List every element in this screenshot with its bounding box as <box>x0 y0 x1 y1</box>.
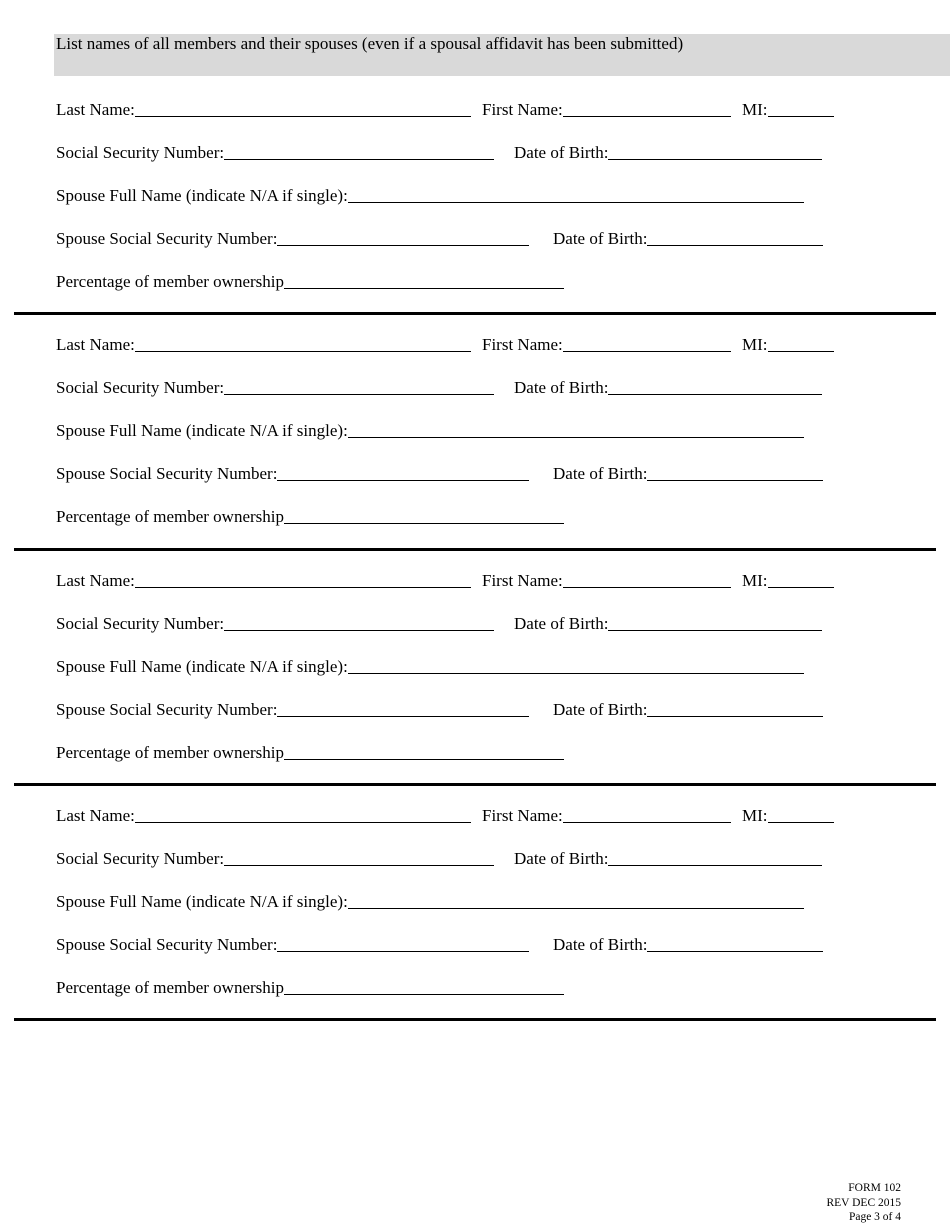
form-revision: REV DEC 2015 <box>826 1196 901 1209</box>
spouse-name-field[interactable] <box>56 891 804 913</box>
page-number: Page 3 of 4 <box>848 1211 901 1223</box>
last-name-label: Last Name: <box>56 335 135 354</box>
ownership-field[interactable] <box>56 506 564 528</box>
spouse-dob-label: Date of Birth: <box>553 935 648 954</box>
last-name-input[interactable] <box>135 571 471 588</box>
last-name-field[interactable] <box>56 334 471 356</box>
ownership-input[interactable] <box>284 978 564 995</box>
last-name-field[interactable] <box>56 570 471 592</box>
instruction-text: List names of all members and their spouses (even if a spousal affidavit has been submitted) <box>56 34 684 53</box>
ownership-input[interactable] <box>284 272 564 289</box>
dob-field[interactable] <box>514 377 822 399</box>
mi-field[interactable] <box>742 805 834 827</box>
last-name-field[interactable] <box>56 805 471 827</box>
spouse-ssn-input[interactable] <box>277 464 529 481</box>
first-name-field[interactable] <box>482 99 731 121</box>
spouse-ssn-field[interactable] <box>56 463 529 485</box>
member-divider <box>14 1018 936 1021</box>
mi-input[interactable] <box>768 806 834 823</box>
dob-input[interactable] <box>608 143 822 160</box>
ssn-field[interactable] <box>56 848 494 870</box>
spouse-dob-label: Date of Birth: <box>553 464 648 483</box>
last-name-input[interactable] <box>135 806 471 823</box>
ssn-input[interactable] <box>224 378 494 395</box>
spouse-dob-input[interactable] <box>647 464 823 481</box>
spouse-dob-field[interactable] <box>553 934 823 956</box>
dob-label: Date of Birth: <box>514 378 609 397</box>
ownership-field[interactable] <box>56 742 564 764</box>
ssn-label: Social Security Number: <box>56 849 225 868</box>
last-name-label: Last Name: <box>56 571 135 590</box>
spouse-ssn-field[interactable] <box>56 934 529 956</box>
spouse-dob-field[interactable] <box>553 699 823 721</box>
spouse-name-field[interactable] <box>56 656 804 678</box>
spouse-ssn-label: Spouse Social Security Number: <box>56 464 278 483</box>
member-divider <box>14 783 936 786</box>
member-block-2 <box>0 334 950 570</box>
dob-input[interactable] <box>608 849 822 866</box>
first-name-label: First Name: <box>482 571 563 590</box>
spouse-dob-input[interactable] <box>647 700 823 717</box>
ssn-label: Social Security Number: <box>56 614 225 633</box>
dob-input[interactable] <box>608 614 822 631</box>
spouse-name-label: Spouse Full Name (indicate N/A if single): <box>56 421 348 440</box>
spouse-dob-input[interactable] <box>647 229 823 246</box>
spouse-dob-field[interactable] <box>553 228 823 250</box>
ownership-input[interactable] <box>284 507 564 524</box>
first-name-input[interactable] <box>563 806 731 823</box>
spouse-ssn-label: Spouse Social Security Number: <box>56 700 278 719</box>
instruction-banner <box>54 34 950 76</box>
first-name-label: First Name: <box>482 806 563 825</box>
last-name-label: Last Name: <box>56 100 135 119</box>
first-name-field[interactable] <box>482 570 731 592</box>
spouse-ssn-input[interactable] <box>277 935 529 952</box>
ssn-label: Social Security Number: <box>56 143 225 162</box>
spouse-name-input[interactable] <box>348 657 804 674</box>
mi-label: MI: <box>742 806 768 825</box>
member-block-3 <box>0 570 950 806</box>
spouse-name-field[interactable] <box>56 185 804 207</box>
dob-field[interactable] <box>514 613 822 635</box>
member-divider <box>14 312 936 315</box>
spouse-ssn-label: Spouse Social Security Number: <box>56 935 278 954</box>
mi-field[interactable] <box>742 570 834 592</box>
first-name-field[interactable] <box>482 334 731 356</box>
form-number: FORM 102 <box>848 1182 901 1194</box>
last-name-label: Last Name: <box>56 806 135 825</box>
first-name-label: First Name: <box>482 335 563 354</box>
ownership-label: Percentage of member ownership <box>56 743 284 762</box>
dob-label: Date of Birth: <box>514 143 609 162</box>
spouse-name-label: Spouse Full Name (indicate N/A if single): <box>56 657 348 676</box>
member-block-1 <box>0 99 950 335</box>
ssn-label: Social Security Number: <box>56 378 225 397</box>
dob-field[interactable] <box>514 142 822 164</box>
ssn-field[interactable] <box>56 377 494 399</box>
spouse-name-input[interactable] <box>348 892 804 909</box>
spouse-ssn-label: Spouse Social Security Number: <box>56 229 278 248</box>
spouse-name-label: Spouse Full Name (indicate N/A if single): <box>56 892 348 911</box>
ssn-field[interactable] <box>56 142 494 164</box>
spouse-dob-field[interactable] <box>553 463 823 485</box>
spouse-name-label: Spouse Full Name (indicate N/A if single): <box>56 186 348 205</box>
spouse-ssn-field[interactable] <box>56 699 529 721</box>
first-name-input[interactable] <box>563 335 731 352</box>
ownership-input[interactable] <box>284 743 564 760</box>
member-divider <box>14 548 936 551</box>
ssn-field[interactable] <box>56 613 494 635</box>
first-name-field[interactable] <box>482 805 731 827</box>
dob-label: Date of Birth: <box>514 614 609 633</box>
mi-label: MI: <box>742 571 768 590</box>
first-name-input[interactable] <box>563 100 731 117</box>
mi-field[interactable] <box>742 99 834 121</box>
ownership-label: Percentage of member ownership <box>56 978 284 997</box>
spouse-dob-input[interactable] <box>647 935 823 952</box>
spouse-name-input[interactable] <box>348 421 804 438</box>
member-block-4 <box>0 805 950 1041</box>
spouse-dob-label: Date of Birth: <box>553 229 648 248</box>
spouse-name-field[interactable] <box>56 420 804 442</box>
spouse-dob-label: Date of Birth: <box>553 700 648 719</box>
spouse-ssn-input[interactable] <box>277 700 529 717</box>
mi-input[interactable] <box>768 100 834 117</box>
mi-field[interactable] <box>742 334 834 356</box>
last-name-input[interactable] <box>135 100 471 117</box>
ssn-input[interactable] <box>224 143 494 160</box>
ownership-label: Percentage of member ownership <box>56 272 284 291</box>
first-name-label: First Name: <box>482 100 563 119</box>
ownership-field[interactable] <box>56 977 564 999</box>
spouse-ssn-input[interactable] <box>277 229 529 246</box>
first-name-input[interactable] <box>563 571 731 588</box>
dob-label: Date of Birth: <box>514 849 609 868</box>
last-name-field[interactable] <box>56 99 471 121</box>
form-footer <box>826 1181 901 1225</box>
last-name-input[interactable] <box>135 335 471 352</box>
dob-input[interactable] <box>608 378 822 395</box>
ssn-input[interactable] <box>224 614 494 631</box>
ownership-field[interactable] <box>56 271 564 293</box>
mi-label: MI: <box>742 100 768 119</box>
ownership-label: Percentage of member ownership <box>56 507 284 526</box>
mi-label: MI: <box>742 335 768 354</box>
spouse-name-input[interactable] <box>348 186 804 203</box>
dob-field[interactable] <box>514 848 822 870</box>
mi-input[interactable] <box>768 335 834 352</box>
ssn-input[interactable] <box>224 849 494 866</box>
mi-input[interactable] <box>768 571 834 588</box>
spouse-ssn-field[interactable] <box>56 228 529 250</box>
